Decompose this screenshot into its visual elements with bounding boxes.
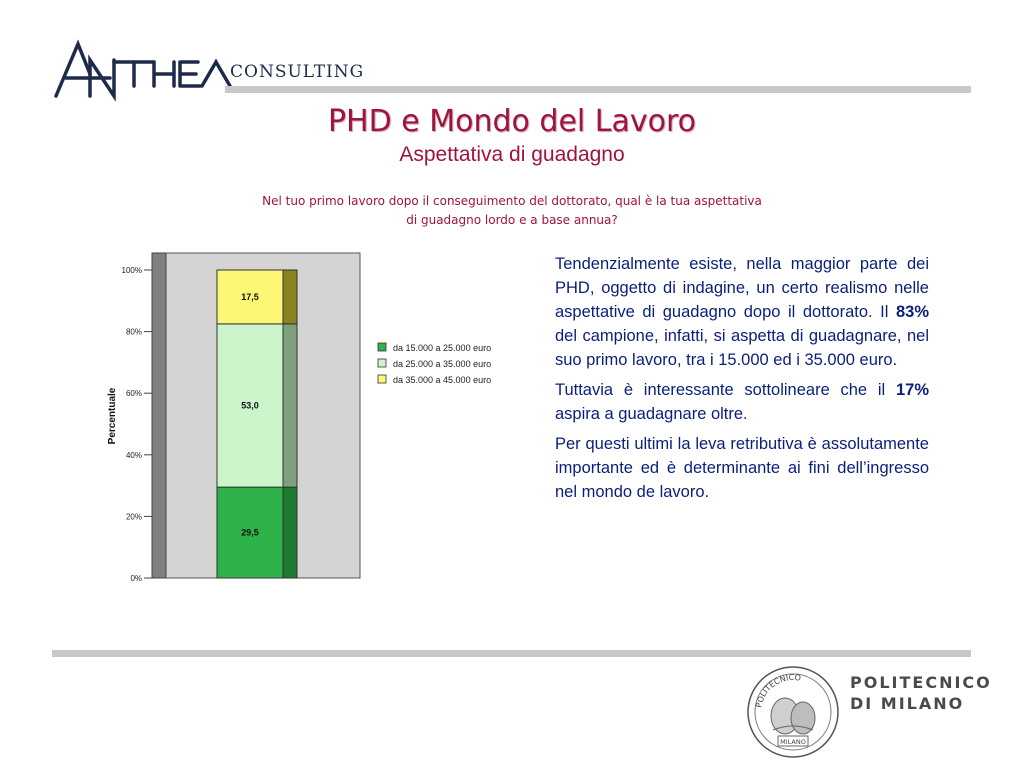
y-tick-label: 60% xyxy=(125,389,142,399)
question-line-1: Nel tuo primo lavoro dopo il conseguimento del dottorato, qual è la tua aspettativa xyxy=(262,194,762,208)
paragraph-2 xyxy=(555,378,929,426)
institution-name-line-1: POLITECNICO xyxy=(850,673,992,692)
bar-segment-side xyxy=(283,324,297,487)
y-tick-label: 0% xyxy=(130,574,142,583)
legend-swatch xyxy=(378,343,386,351)
stacked-bar-chart xyxy=(100,248,540,588)
legend-label: da 25.000 a 35.000 euro xyxy=(393,359,492,369)
institution-name xyxy=(850,672,992,714)
survey-question xyxy=(180,192,844,230)
paragraph-1 xyxy=(555,252,929,372)
seal-text-top: POLITECNICO xyxy=(754,672,802,709)
paragraph-3: Per questi ultimi la leva retributiva è assolutamente importante ed è determinante ai fini dell’ingresso nel mondo de lavoro. xyxy=(555,435,929,501)
data-label: 29,5 xyxy=(241,527,259,538)
data-label: 53,0 xyxy=(241,400,259,411)
y-tick-label: 20% xyxy=(125,512,142,522)
legend-swatch xyxy=(378,359,386,367)
legend-swatch xyxy=(378,375,386,383)
body-text xyxy=(555,252,929,510)
bar-segment-side xyxy=(283,487,297,578)
chart-side-wall xyxy=(152,253,166,578)
page-subtitle: Aspettativa di guadagno xyxy=(399,143,625,166)
paragraph-2-text-a: Tuttavia è interessante sottolineare che il xyxy=(555,381,896,399)
page-title: PHD e Mondo del Lavoro xyxy=(327,104,697,139)
paragraph-1-text-a: Tendenzialmente esiste, nella maggior parte dei PHD, oggetto di indagine, un certo realismo nelle aspettative di guadagno dopo il dottorato. Il xyxy=(555,255,929,321)
brand-wordmark: CONSULTING xyxy=(230,62,365,82)
paragraph-2-highlight: 17% xyxy=(895,381,929,399)
legend-label: da 15.000 a 25.000 euro xyxy=(393,343,492,353)
top-divider xyxy=(225,86,971,93)
y-tick-label: 100% xyxy=(121,266,142,275)
question-line-2: di guadagno lordo e a base annua? xyxy=(406,213,618,227)
paragraph-1-highlight: 83% xyxy=(895,303,929,321)
polimi-seal-icon xyxy=(745,664,840,759)
bar-segment-side xyxy=(283,270,297,324)
data-label: 17,5 xyxy=(241,291,259,302)
bottom-divider xyxy=(52,650,971,657)
y-tick-label: 40% xyxy=(125,450,142,460)
y-tick-label: 80% xyxy=(125,327,142,337)
paragraph-2-text-b: aspira a guadagnare oltre. xyxy=(555,405,748,423)
seal-text-bottom: MILANO xyxy=(780,738,806,746)
legend-label: da 35.000 a 45.000 euro xyxy=(393,375,492,385)
y-axis-label: Percentuale xyxy=(107,387,118,445)
institution-name-line-2: DI MILANO xyxy=(850,694,965,713)
paragraph-1-text-b: del campione, infatti, si aspetta di guadagnare, nel suo primo lavoro, tra i 15.000 ed i 35.000 euro. xyxy=(555,327,929,369)
